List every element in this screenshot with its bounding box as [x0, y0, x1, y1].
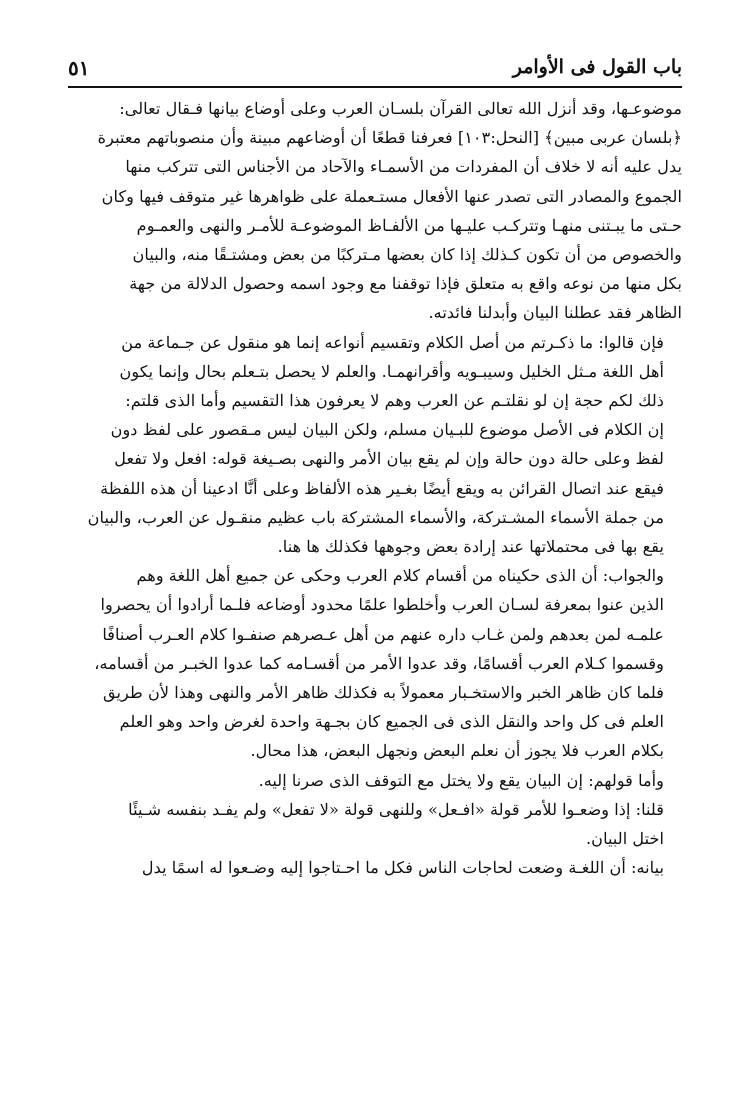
paragraph — [68, 94, 682, 328]
text-line: علمـه لمن بعدهم ولمن غـاب داره عنهم من أهل عـصرهم صنفـوا كلام العـرب أصنافًا — [102, 624, 664, 644]
text-line: وقسموا كـلام العرب أقسامًا، وقد عدوا الأمر من أقسـامه كما عدوا الخبـر من أقسامه، — [94, 653, 664, 673]
text-line: العلم فى كل واحد والنقل الذى فى الجميع كان بجـهة واحدة لغرض واحد وهو العلم — [119, 712, 664, 732]
text-line: اختل البيان. — [586, 829, 664, 849]
text-line: يقع بها فى محتملاتها عند إرادة بعض وجوهها فكذلك ها هنا. — [277, 537, 664, 557]
text-line: من جملة الأسماء المشـتركة، والأسماء المشتركة باب عظيم منقـول عن العرب، والبيان — [87, 507, 664, 527]
page-number: ٥١ — [68, 56, 90, 80]
text-line: ذلك لكم حجة إن لو نقلتـم عن العرب وهم لا يعرفون هذا التقسيم وأما الذى قلتم: — [125, 391, 664, 411]
text-line: بكلام العرب فلا يجوز أن نعلم البعض ونجهل البعض، هذا محال. — [250, 741, 664, 761]
text-line: والجواب: أن الذى حكيناه من أقسام كلام العرب وحكى عن جميع أهل اللغة وهم — [136, 566, 664, 586]
text-line: موضوعـها، وقد أنزل الله تعالى القرآن بلسـان العرب وعلى أوضاع بيانها فـقال تعالى: — [119, 99, 682, 118]
text-line: فيقع عند اتصال القرائن به ويقع أيضًا بغـير هذه الألفاظ وعلى أنَّا ادعينا أن هذه اللفظة — [100, 478, 664, 498]
paragraph — [68, 853, 682, 882]
text-line: ﴿بلسان عربى مبين﴾ [النحل:١٠٣] فعرفنا قطعًا أن أوضاعهم مبينة وأن منصوباتهم معتبرة — [97, 128, 682, 148]
text-line: بكل منها من نوعه واقع به متعلق فإذا توقفنا مع وجود اسمه وحصول الدلالة من جهة — [129, 274, 682, 294]
text-line: قلنا: إذا وضعـوا للأمر قولة «افـعل» وللنهى قولة «لا تفعل» ولم يفـد بنفسه شـيئًا — [128, 799, 664, 819]
text-line: حـتى ما يبـتنى منهـا وتتركـب عليـها من الألفـاظ الموضوعـة للأمـر والنهى والعمـوم — [136, 215, 682, 235]
paragraph — [68, 766, 682, 795]
page-header — [68, 52, 682, 86]
text-line: فإن قالوا: ما ذكـرتم من أصل الكلام وتقسيم أنواعه إنما هو منقول عن جـماعة من — [121, 332, 664, 352]
text-line: الجموع والمصادر التى تصدر عنها الأفعال مستـعملة على ظواهرها غير متوقف فيها وكان — [101, 186, 682, 206]
text-line: والخصوص من أن تكون كـذلك إذا كان بعضها مـتركبًا من بعض ومشتـقًا منه، والبيان — [132, 245, 682, 265]
text-line: يدل عليه أنه لا خلاف أن المفردات من الأسمـاء والآحاد من الأجناس التى تتركب منها — [125, 157, 682, 177]
text-line: فلما كان ظاهر الخبر والاستخـبار معمولاً به فكذلك ظاهر الأمر والنهى وهذا لأن طريق — [103, 683, 664, 703]
text-line: الذين عنوا بمعرفة لسـان العرب وأخلطوا علمًا محدود أوضاعه فلـما أرادوا أن يحصروا — [100, 595, 664, 615]
paragraph — [68, 561, 682, 765]
text-line: لفظ وعلى حالة دون حالة وإن لم يقع بيان الأمر والنهى بصـيغة قوله: افعل ولا تفعل — [114, 449, 664, 469]
body-text — [68, 94, 682, 882]
paragraph — [68, 795, 682, 853]
text-line: وأما قولهم: إن البيان يقع ولا يختل مع التوقف الذى صرنا إليه. — [258, 770, 664, 790]
text-line: الظاهر فقد عطلنا البيان وأبدلنا فائدته. — [428, 303, 682, 323]
paragraph — [68, 328, 682, 562]
header-divider — [68, 86, 682, 88]
text-line: أهل اللغة مـثل الخليل وسيبـويه وأقرانهمـا. والعلم لا يحصل بتـعلم بحال وإنما يكون — [119, 361, 664, 381]
text-line: إن الكلام فى الأصل موضوع للبـيان مسلم، ولكن البيان ليس مـقصور على لفظ دون — [110, 420, 664, 440]
running-title: باب القول فى الأوامر — [512, 56, 682, 78]
text-line: بيانه: أن اللغـة وضعت لحاجات الناس فكل ما احـتاجوا إليه وضـعوا له اسمًا يدل — [141, 858, 664, 878]
